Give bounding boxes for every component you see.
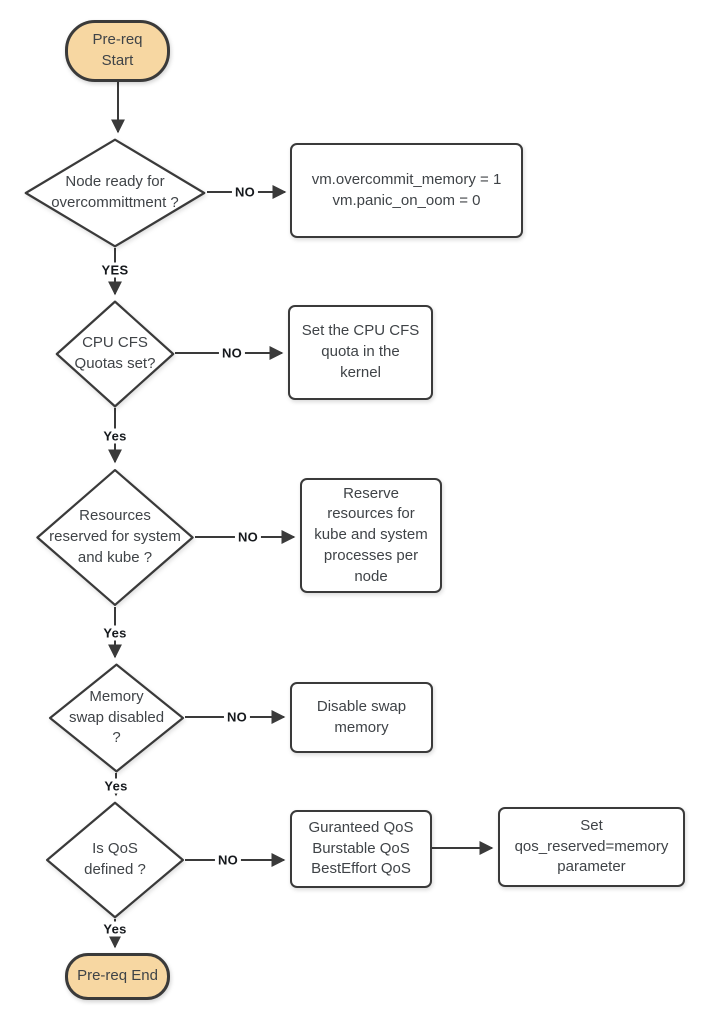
label-qos-no: NO xyxy=(215,853,241,868)
start-terminal-label: Pre-req Start xyxy=(92,31,143,69)
decision-memory-swap xyxy=(48,663,185,773)
decision-overcommit xyxy=(23,138,207,248)
label-overcommit-no: NO xyxy=(232,185,258,200)
process-reserve-resources-label: Reserve resources for kube and system processes per node xyxy=(314,484,428,585)
process-reserve-resources xyxy=(300,478,442,593)
end-terminal xyxy=(65,953,170,1000)
decision-resources-reserved-label: Resources reserved for system and kube ? xyxy=(49,507,181,566)
process-qos-reserved-param xyxy=(498,807,685,887)
label-swap-no: NO xyxy=(224,710,250,725)
label-overcommit-yes: YES xyxy=(99,263,132,278)
label-qos-yes: Yes xyxy=(100,922,129,937)
process-cpu-cfs-quota xyxy=(288,305,433,400)
decision-resources-reserved xyxy=(35,468,195,607)
decision-memory-swap-label: Memory swap disabled ? xyxy=(68,687,165,747)
process-disable-swap-label: Disable swap memory xyxy=(316,697,407,736)
decision-overcommit-label: Node ready for overcommittment ? xyxy=(51,173,179,211)
process-qos-types xyxy=(290,810,432,888)
label-cpucfs-yes: Yes xyxy=(100,429,129,444)
label-resources-yes: Yes xyxy=(100,626,129,641)
decision-qos-defined-label: Is QoS defined ? xyxy=(84,840,146,878)
process-disable-swap xyxy=(290,682,433,753)
start-terminal xyxy=(65,20,170,82)
decision-qos-defined xyxy=(45,801,185,919)
process-qos-reserved-param-label: Set qos_reserved=memory parameter xyxy=(514,816,669,876)
process-overcommit-settings-label: vm.overcommit_memory = 1 vm.panic_on_oom = 0 xyxy=(311,170,502,209)
decision-cpu-cfs xyxy=(55,300,175,408)
label-cpucfs-no: NO xyxy=(219,346,245,361)
label-resources-no: NO xyxy=(235,530,261,545)
process-overcommit-settings xyxy=(290,143,523,238)
process-qos-types-label: Guranteed QoS Burstable QoS BestEffort QoS xyxy=(308,818,414,878)
end-terminal-label: Pre-req End xyxy=(77,967,158,985)
label-swap-yes: Yes xyxy=(101,779,130,794)
process-cpu-cfs-quota-label: Set the CPU CFS quota in the kernel xyxy=(301,322,420,381)
decision-cpu-cfs-label: CPU CFS Quotas set? xyxy=(74,334,156,372)
